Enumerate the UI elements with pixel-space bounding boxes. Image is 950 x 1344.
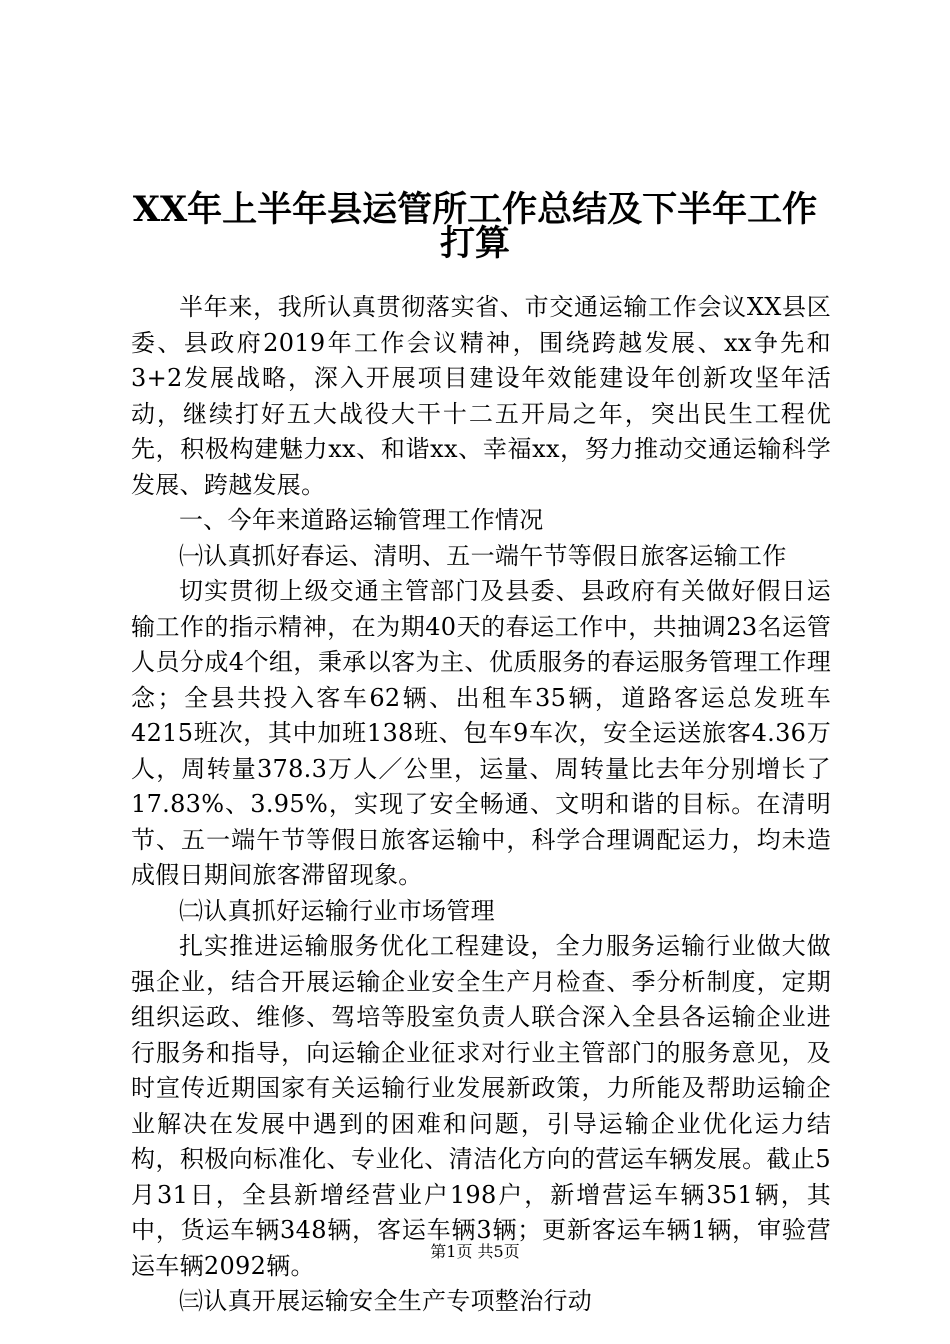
section-heading-1: 一、今年来道路运输管理工作情况 <box>179 506 544 534</box>
document-title-line-1: XX年上半年县运管所工作总结及下半年工作 <box>132 189 818 230</box>
paragraph-spring-transport: 切实贯彻上级交通主管部门及县委、县政府有关做好假日运输工作的指示精神，在为期40天的春运工作中，共抽调23名运管人员分成4个组，秉承以客为主、优质服务的春运服务管理工作理念；全县共投入客车62辆、出租车35辆，道路客运总发班车4215班次，其中加班138班、包车9车次，安全运送旅客4.36万人，周转量378.3万人／公里，运量、周转量比去年分别增长了17.83%、3.95%，实现了安全畅通、文明和谐的目标。在清明节、五一端午节等假日旅客运输中，科学合理调配运力，均未造成假日期间旅客滞留现象。 <box>131 577 831 889</box>
document-title-line-2: 打算 <box>439 223 510 264</box>
subsection-heading-2: ㈡认真抓好运输行业市场管理 <box>179 896 495 925</box>
paragraph-market-management: 扎实推进运输服务优化工程建设，全力服务运输行业做大做强企业，结合开展运输企业安全生产月检查、季分析制度，定期组织运政、维修、驾培等股室负责人联合深入全县各运输企业进行服务和指导，向运输企业征求对行业主管部门的服务意见，及时宣传近期国家有关运输行业发展新政策，力所能及帮助运输企业解决在发展中遇到的困难和问题，引导运输企业优化运力结构，积极向标准化、专业化、清洁化方向的营运车辆发展。截止5月31日，全县新增经营业户198户，新增营运车辆351辆，其中，货运车辆348辆，客运车辆3辆；更新客运车辆1辆，审验营运车辆2092辆。 <box>131 932 831 1280</box>
document-body <box>131 290 831 1320</box>
page-footer: 第1页 共5页 <box>430 1242 520 1261</box>
intro-paragraph: 半年来，我所认真贯彻落实省、市交通运输工作会议XX县区委、县政府2019年工作会议精神，围绕跨越发展、xx争先和3+2发展战略，深入开展项目建设年效能建设年创新攻坚年活动，继续打好五大战役大干十二五开局之年，突出民生工程优先，积极构建魅力xx、和谐xx、幸福xx，努力推动交通运输科学发展、跨越发展。 <box>131 293 831 499</box>
subsection-heading-3: ㈢认真开展运输安全生产专项整治行动 <box>179 1287 593 1315</box>
subsection-heading-1: ㈠认真抓好春运、清明、五一端午节等假日旅客运输工作 <box>179 541 787 570</box>
